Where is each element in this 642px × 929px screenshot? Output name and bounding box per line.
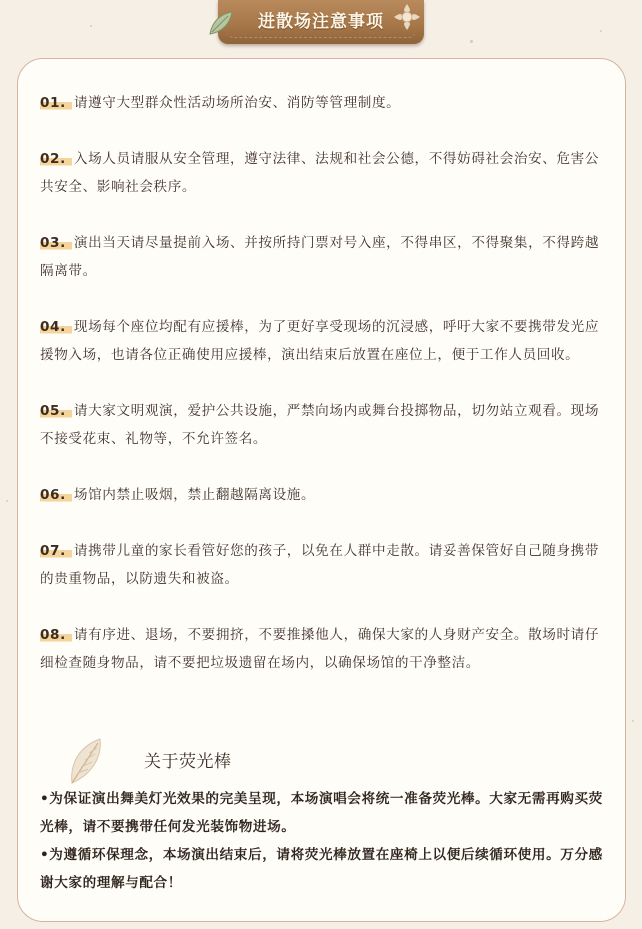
- notice-list: [40, 89, 608, 705]
- item-number: 01.: [40, 95, 72, 111]
- item-number: 03.: [40, 235, 72, 251]
- notice-item-3: [40, 229, 608, 285]
- speckle: [632, 720, 634, 722]
- glowstick-paragraph-1: •为保证演出舞美灯光效果的完美呈现，本场演唱会将统一准备荧光棒。大家无需再购买荧光棒，请不要携带任何发光装饰物进场。: [40, 791, 603, 835]
- item-text: 请携带儿童的家长看管好您的孩子，以免在人群中走散。请妥善保管好自己随身携带的贵重物品，以防遗失和被盗。: [40, 543, 600, 587]
- notice-item-4: [40, 313, 608, 369]
- glowstick-title: 关于荧光棒: [144, 752, 232, 772]
- item-number: 06.: [40, 487, 72, 503]
- speckle: [6, 500, 8, 502]
- speckle: [90, 25, 92, 27]
- item-number: 04.: [40, 319, 72, 335]
- item-text: 场馆内禁止吸烟，禁止翻越隔离设施。: [73, 487, 316, 503]
- item-text: 请大家文明观演，爱护公共设施，严禁向场内或舞台投掷物品，切勿站立观看。现场不接受花束、礼物等，不允许签名。: [40, 403, 600, 447]
- leaf-icon: [206, 8, 236, 38]
- item-text: 现场每个座位均配有应援棒，为了更好享受现场的沉浸感，呼吁大家不要携带发光应援物入场，也请各位正确使用应援棒，演出结束后放置在座位上，便于工作人员回收。: [40, 319, 600, 363]
- glowstick-section: [36, 735, 611, 897]
- item-number: 02.: [40, 151, 72, 167]
- item-number: 08.: [40, 627, 72, 643]
- glowstick-header: [36, 735, 611, 785]
- feather-icon: [64, 735, 108, 787]
- item-number: 05.: [40, 403, 72, 419]
- notice-item-6: [40, 481, 608, 509]
- notice-card: [17, 58, 626, 922]
- notice-item-8: [40, 621, 608, 677]
- glowstick-paragraph-2: •为遵循环保理念，本场演出结束后，请将荧光棒放置在座椅上以便后续循环使用。万分感谢大家的理解与配合！: [40, 847, 603, 891]
- item-text: 演出当天请尽量提前入场、并按所持门票对号入座，不得串区，不得聚集，不得跨越隔离带。: [40, 235, 600, 279]
- notice-item-1: [40, 89, 608, 117]
- notice-item-7: [40, 537, 608, 593]
- banner-title: 进散场注意事项: [258, 11, 384, 32]
- speckle: [470, 40, 473, 43]
- notice-item-2: [40, 145, 608, 201]
- item-text: 入场人员请服从安全管理，遵守法律、法规和社会公德，不得妨碍社会治安、危害公共安全、影响社会秩序。: [40, 151, 600, 195]
- flower-icon: [392, 2, 422, 32]
- item-text: 请有序进、退场，不要拥挤，不要推搡他人，确保大家的人身财产安全。散场时请仔细检查随身物品，请不要把垃圾遗留在场内，以确保场馆的干净整洁。: [40, 627, 600, 671]
- item-number: 07.: [40, 543, 72, 559]
- speckle: [600, 30, 602, 32]
- item-text: 请遵守大型群众性活动场所治安、消防等管理制度。: [73, 95, 401, 111]
- notice-item-5: [40, 397, 608, 453]
